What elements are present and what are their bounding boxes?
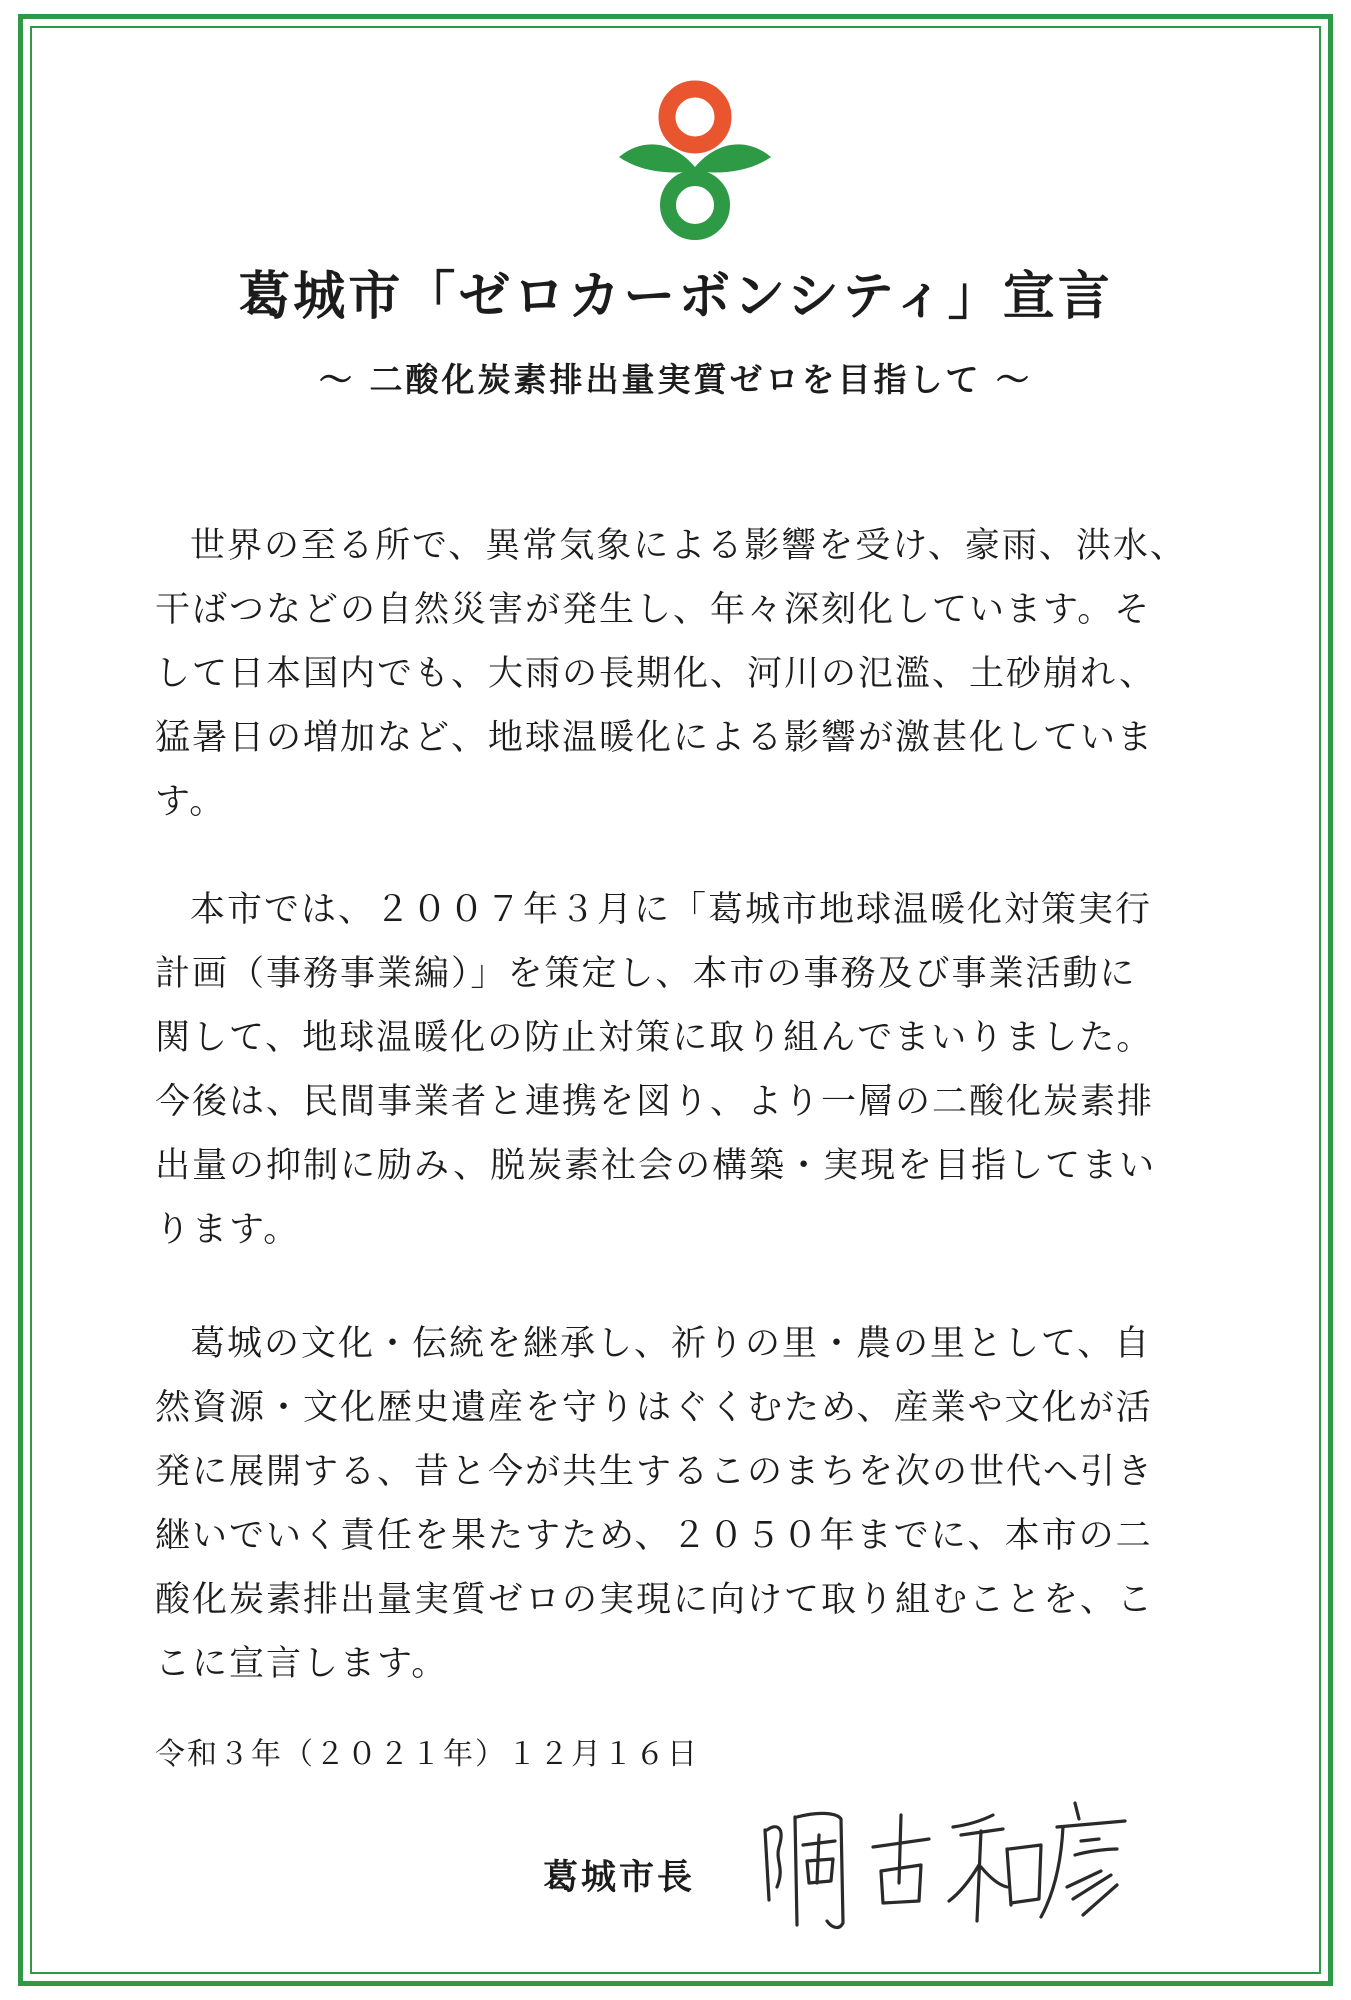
- declaration-subtitle: ～ 二酸化炭素排出量実質ゼロを目指して ～: [319, 360, 1032, 399]
- city-emblem-icon: [615, 75, 775, 245]
- handwritten-signature: [745, 1775, 1150, 1935]
- paragraph-city-efforts: 本市では、２００７年３月に「葛城市地球温暖化対策実行 計画（事務事業編）」を策定し、本市の事務及び事業活動に 関して、地球温暖化の防止対策に取り組んでまいりました。 今後は、民間事業者と連携を図り、より一層の二酸化炭素排 出量の抑制に励み、脱炭素社会の構築・実現を目指してまい ります。: [155, 890, 1157, 1250]
- paragraph-climate-impacts: 世界の至る所で、異常気象による影響を受け、豪雨、洪水、 干ばつなどの自然災害が発生し、年々深刻化しています。そ して日本国内でも、大雨の長期化、河川の氾濫、土砂崩れ、 猛暑日の増加など、地球温暖化による影響が激甚化していま す。: [155, 526, 1187, 822]
- signatory-title: 葛城市長: [543, 1858, 696, 1898]
- declaration-date: 令和３年（２０２１年）１２月１６日: [155, 1737, 699, 1772]
- declaration-title: 葛城市「ゼロカーボンシティ」宣言: [238, 267, 1113, 327]
- paragraph-declaration: 葛城の文化・伝統を継承し、祈りの里・農の里として、自 然資源・文化歴史遺産を守りはぐくむため、産業や文化が活 発に展開する、昔と今が共生するこのまちを次の世代へ引き 継いでいく責任を果たすため、２０５０年までに、本市の二 酸化炭素排出量実質ゼロの実現に向けて取り組むことを、こ こに宣言します。: [155, 1324, 1155, 1684]
